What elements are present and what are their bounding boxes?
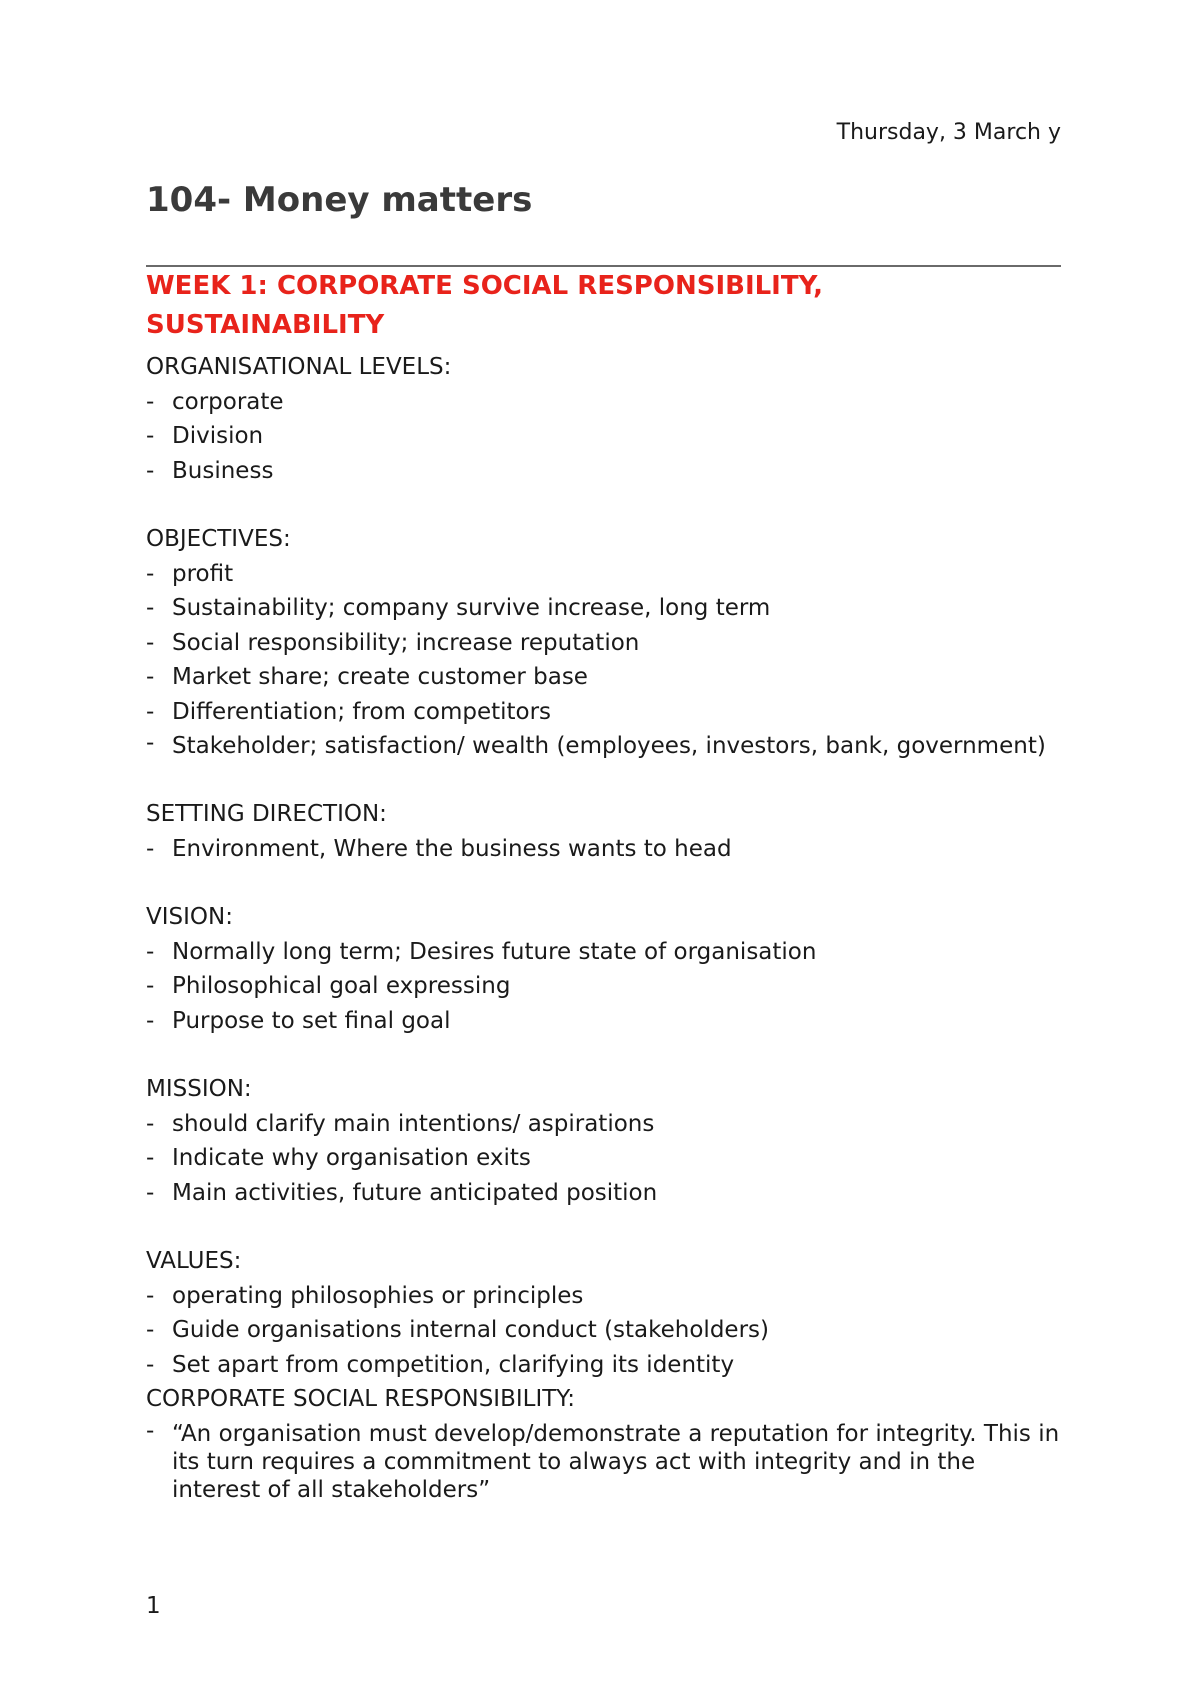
bullet-list [146,557,1061,764]
bullet-dash: - [146,1317,155,1343]
section-heading: VALUES: [146,1248,242,1274]
list-item-text: Purpose to set final goal [172,1007,451,1034]
document-page [146,0,1061,1698]
bullet-dash: - [146,664,155,690]
list-item-text: operating philosophies or principles [172,1282,584,1309]
list-item [146,1313,1061,1348]
section-csr [146,1382,1061,1507]
list-item [146,969,1061,1004]
bullet-dash: - [146,1145,155,1171]
list-item [146,1107,1061,1142]
header-date: Thursday, 3 March y [836,120,1061,145]
list-item-text: Guide organisations internal conduct (stakeholders) [172,1317,769,1343]
bullet-dash: - [146,698,155,725]
bullet-list [146,1107,1061,1211]
list-item [146,1348,1061,1383]
document-body [146,350,1061,1507]
list-item-text: Environment, Where the business wants to head [172,835,732,862]
bullet-dash: - [146,1007,155,1034]
list-item-text: Set apart from competition, clarifying its identity [172,1351,735,1378]
bullet-dash: - [146,938,155,965]
bullet-dash: - [146,1179,155,1206]
list-item-text: should clarify main intentions/ aspirations [172,1110,655,1137]
section-heading: OBJECTIVES: [146,526,291,552]
list-item [146,1417,1061,1507]
list-item [146,1004,1061,1039]
list-item-text: Main activities, future anticipated position [172,1179,658,1206]
week-heading: WEEK 1: CORPORATE SOCIAL RESPONSIBILITY, SUSTAINABILITY [146,271,823,340]
document-title: 104- Money matters [146,180,533,220]
list-item [146,1141,1061,1176]
list-item-text: Social responsibility; increase reputation [172,629,640,656]
list-item-text: corporate [172,388,284,415]
bullet-dash: - [146,388,155,415]
list-item-text: Normally long term; Desires future state of organisation [172,938,817,965]
bullet-dash: - [146,835,155,862]
list-item [146,557,1061,592]
section-organisational-levels [146,350,1061,488]
section-heading: ORGANISATIONAL LEVELS: [146,354,452,380]
list-item [146,660,1061,695]
list-item [146,935,1061,970]
bullet-dash: - [146,457,155,484]
bullet-list [146,1417,1061,1507]
bullet-dash: - [146,560,155,587]
bullet-dash: - [146,973,155,999]
list-item-text: Sustainability; company survive increase, long term [172,595,771,621]
section-objectives [146,522,1061,763]
list-item-text: Indicate why organisation exits [172,1145,531,1171]
list-item-text: Philosophical goal expressing [172,973,511,999]
bullet-dash: - [146,629,155,656]
list-item-text: Business [172,457,274,484]
bullet-dash: - [146,730,155,756]
bullet-dash: - [146,1110,155,1137]
section-heading: SETTING DIRECTION: [146,801,387,827]
list-item [146,1279,1061,1314]
list-item-text: Stakeholder; satisfaction/ wealth (employees, investors, bank, government) [172,733,1046,759]
list-item [146,1176,1061,1211]
list-item-text: profit [172,560,234,587]
section-values [146,1244,1061,1382]
list-item-text: Market share; create customer base [172,664,588,690]
bullet-list [146,935,1061,1039]
bullet-list [146,385,1061,489]
bullet-dash: - [146,1351,155,1378]
list-item [146,454,1061,489]
list-item [146,591,1061,626]
section-setting-direction [146,797,1061,866]
list-item [146,729,1061,763]
list-item [146,419,1061,454]
bullet-dash: - [146,595,155,621]
page-number: 1 [146,1593,161,1619]
list-item-text: Division [172,423,264,449]
list-item [146,385,1061,420]
list-item [146,695,1061,730]
bullet-list [146,832,1061,867]
section-heading: MISSION: [146,1076,252,1102]
bullet-dash: - [146,1417,155,1444]
section-mission [146,1072,1061,1210]
section-vision [146,900,1061,1038]
list-item [146,626,1061,661]
bullet-dash: - [146,1282,155,1309]
section-heading: CORPORATE SOCIAL RESPONSIBILITY: [146,1386,576,1412]
list-item [146,832,1061,867]
list-item-text: Differentiation; from competitors [172,698,552,725]
bullet-dash: - [146,423,155,449]
bullet-list [146,1279,1061,1383]
section-heading: VISION: [146,904,233,930]
list-item-text: “An organisation must develop/demonstrate a reputation for integrity. This in its turn requires a commitment to always act with integrity and in the interest of all stakeholders” [172,1420,1060,1503]
